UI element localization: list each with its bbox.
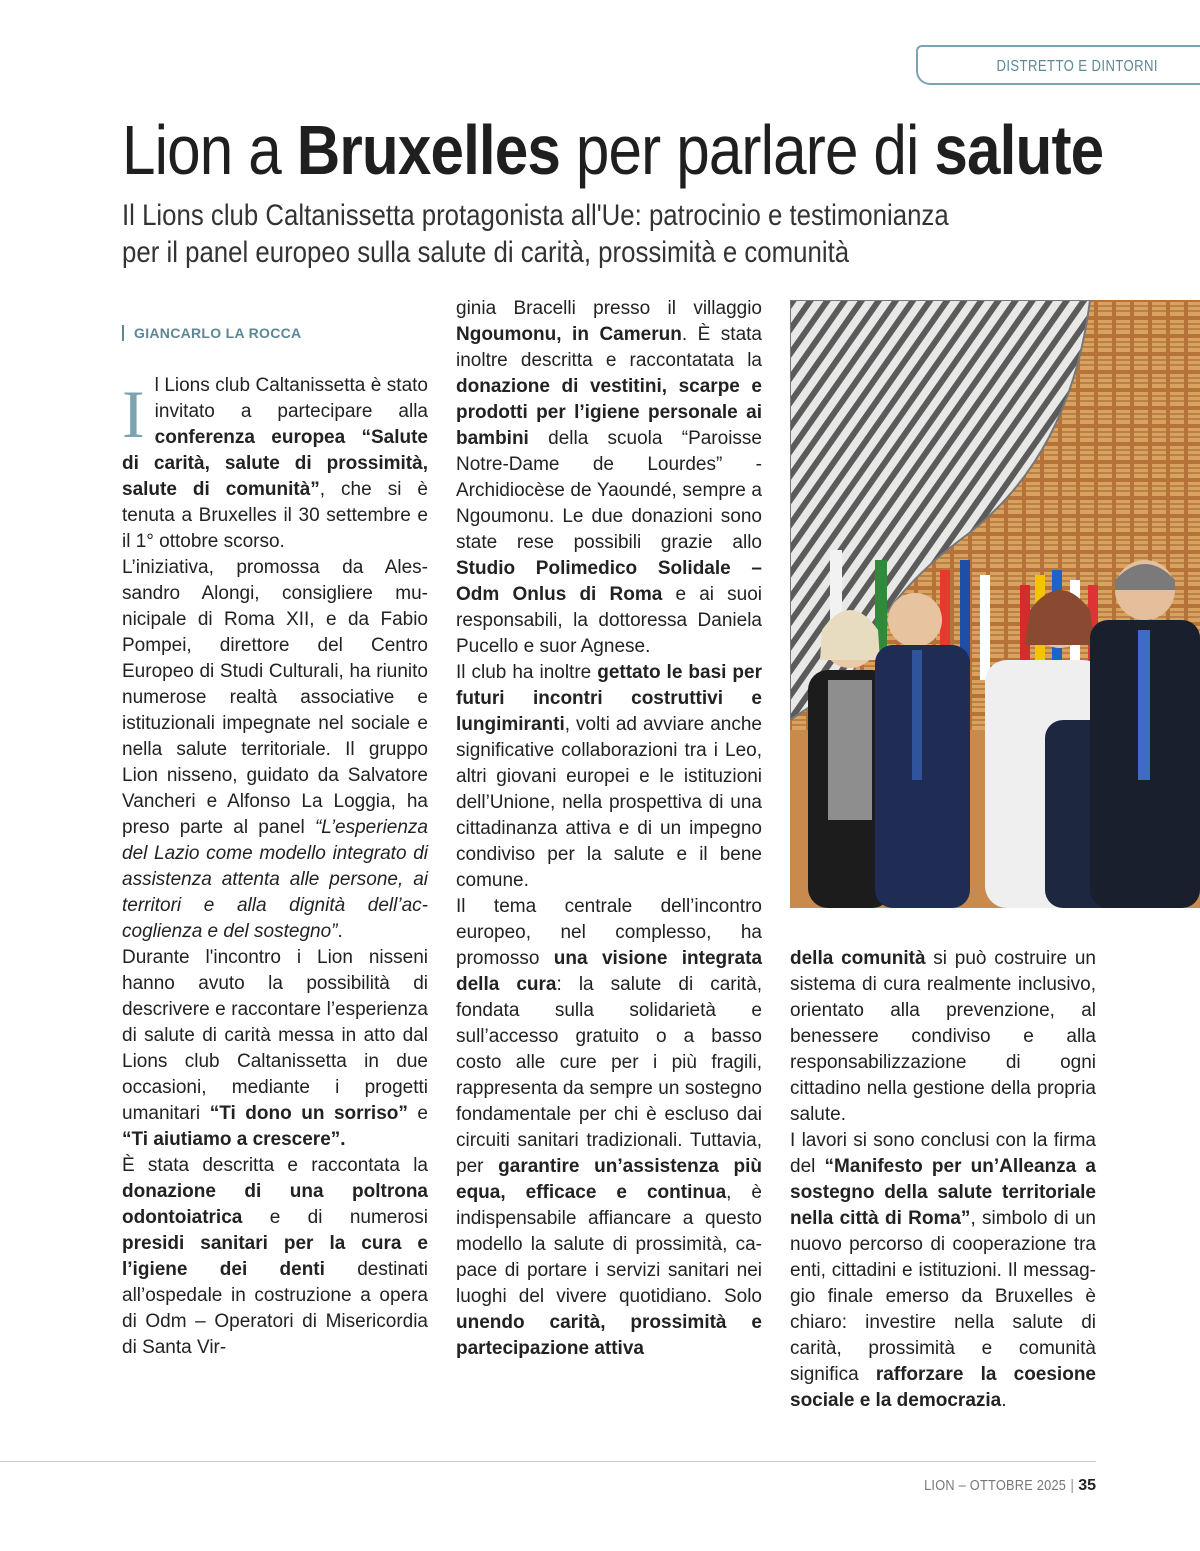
bold-run: “Ti aiutiamo a crescere”. [122,1129,346,1150]
bold-run: “Ti dono un sorriso” [209,1103,408,1124]
text-run: Il tema centrale dell’incontro europeo, nel complesso, ha promosso [456,896,762,969]
bold-run: garantire un’assistenza più equa, efficace e continua [456,1156,762,1203]
text-run: Durante l'incontro i Lion nisseni hanno avuto la possibilità di descrivere e raccontare l’esperienza di salute di carità messa in atto dal Lions club Caltanissetta in due occasioni, mediante i progetti umanitari [122,947,428,1124]
paragraph [790,946,1096,1128]
italic-run: “L’esperienza del Lazio come modello integrato di assistenza attenta alle persone, ai territori e alla dignità dell’accoglienza e del sostegno” [122,817,428,942]
title-part-1: Lion a [122,111,297,189]
magazine-issue: LION – OTTOBRE 2025 [924,1477,1067,1494]
bold-run: “Manifesto per un’Alleanza a sostegno della salute territoriale nella città di Roma” [790,1156,1096,1229]
paragraph [122,1153,428,1361]
text-run: : la salute di carità, fondata sulla solidarietà e sull’accesso gratuito o a basso costo alle cure per i più fragili, rappresenta da sempre un sostegno fondamentale per chi è escluso dai circuiti sanitari tradizionali. Tuttavia, per [456,974,762,1177]
text-run: . [337,921,343,942]
bold-run: rafforzare la coesione sociale e la democrazia [790,1364,1096,1411]
footer-separator: | [1070,1477,1075,1494]
text-run: , è indispensabile affiancare a questo modello la salute di prossimità, capace di portare i servizi sanitari nei luoghi del vivere quotidiano. Solo [456,1182,762,1307]
title-part-2: Bruxelles [296,111,561,189]
paragraph [456,660,762,894]
text-run: l Lions club Caltanissetta è stato invitato a partecipare alla [154,375,428,422]
article-photo [790,300,1200,908]
paragraph [456,296,762,660]
bold-run: unendo carità, prossimità e partecipazione attiva [456,1312,762,1359]
bold-run: della comunità [790,948,926,969]
paragraph [122,555,428,945]
bold-run: Studio Polimedico Solidale – Odm Onlus di Roma [456,558,762,605]
author-byline: GIANCARLO LA ROCCA [122,325,301,341]
paragraph [456,894,762,1362]
paragraph [790,1128,1096,1414]
page-footer [899,1477,1096,1495]
drop-cap [122,376,145,452]
bold-run: gettato le basi per futuri incontri costruttivi e lungimiranti [456,662,762,735]
article-title [122,110,1103,190]
section-label: DISTRETTO E DINTORNI [996,58,1158,75]
text-run: Il club ha inoltre [456,662,598,683]
text-column-1 [122,373,428,1361]
bold-run: presidi sanitari per la cura e l’igiene dei denti [122,1233,428,1280]
title-part-3: per parlare di [560,111,935,189]
text-run: e [407,1103,428,1124]
text-run: , volti ad avviare anche significative collaborazioni tra i Leo, altri giovani europei e le istituzioni dell’Unione, nella prospettiva di una cittadinanza attiva e di un impegno condiviso per la salute e il bene comune. [456,714,762,891]
drop-cap-letter: I [122,376,145,452]
bold-run: Ngoumonu, in Camerun [456,324,682,345]
text-run: , simbolo di un nuovo percorso di cooperazione tra enti, cittadini e istituzioni. Il messaggio finale emerso da Bruxelles è chiaro: investire nella salute di carità, prossimità e comunità significa [790,1208,1096,1385]
subtitle-line-1: Il Lions club Caltanissetta protagonista all'Ue: patrocinio e testimonianza [122,199,949,232]
text-run: I lavori si sono conclusi con la firma del [790,1130,1096,1177]
text-run: e ai suoi responsabili, la dottoressa Daniela Pucello e suor Agnese. [456,584,763,657]
article-subtitle [122,197,982,271]
title-part-4: salute [934,111,1104,189]
subtitle-line-2: per il panel europeo sulla salute di carità, prossimità e comunità [122,236,850,269]
bold-run: donazione di una poltrona odontoiatrica [122,1181,428,1228]
text-run: della scuola “Paroisse Notre-Dame de Lourdes” - Archidiocèse de Yaoundé, sempre a Ngoumonu. Le due donazioni sono state rese possibili grazie allo [456,428,762,553]
text-run: si può costruire un sistema di cura realmente inclusivo, orientato alla prevenzione, al benessere condiviso e alla responsabilizzazione di ogni cittadino nella gestione della propria salute. [790,948,1096,1125]
text-column-2 [456,296,762,1362]
text-run: . [1001,1390,1007,1411]
bold-run: donazione di vestitini, scarpe e prodotti per l’igiene personale ai bambini [456,376,762,449]
page-number: 35 [1078,1477,1096,1494]
text-run: , che si è tenuta a Bruxelles il 30 settembre e il 1° ottobre scorso. [122,479,428,552]
text-run: e di numerosi [242,1207,428,1228]
text-column-3 [790,946,1096,1414]
photo-illustration [790,300,1200,908]
footer-divider [0,1461,1096,1462]
bold-run: conferenza europea “Salute di carità, salute di prossimità, salute di comunità” [122,427,428,500]
text-run: . È stata inoltre descritta e raccontatata la [456,324,762,371]
bold-run: una visione integrata della cura [456,948,763,995]
paragraph [122,945,428,1153]
paragraph [122,373,428,555]
text-run: ginia Bracelli presso il villaggio [456,298,762,319]
text-run: L’iniziativa, promossa da Alessandro Alongi, consigliere municipale di Roma XII, e da Fabio Pompei, direttore del Centro Europeo di Studi Culturali, ha riunito numerose realtà associative e istituzionali impegnate nel sociale e nella salute territoriale. Il gruppo Lion nisseno, guidato da Salvatore Vancheri e Alfonso La Loggia, ha preso parte al panel [122,557,428,838]
section-tab [916,45,1200,85]
text-run: È stata descritta e raccontata la [122,1155,428,1176]
text-run: destinati all’ospedale in costruzione a opera di Odm – Operatori di Misericordia di Santa Vir- [122,1259,428,1358]
